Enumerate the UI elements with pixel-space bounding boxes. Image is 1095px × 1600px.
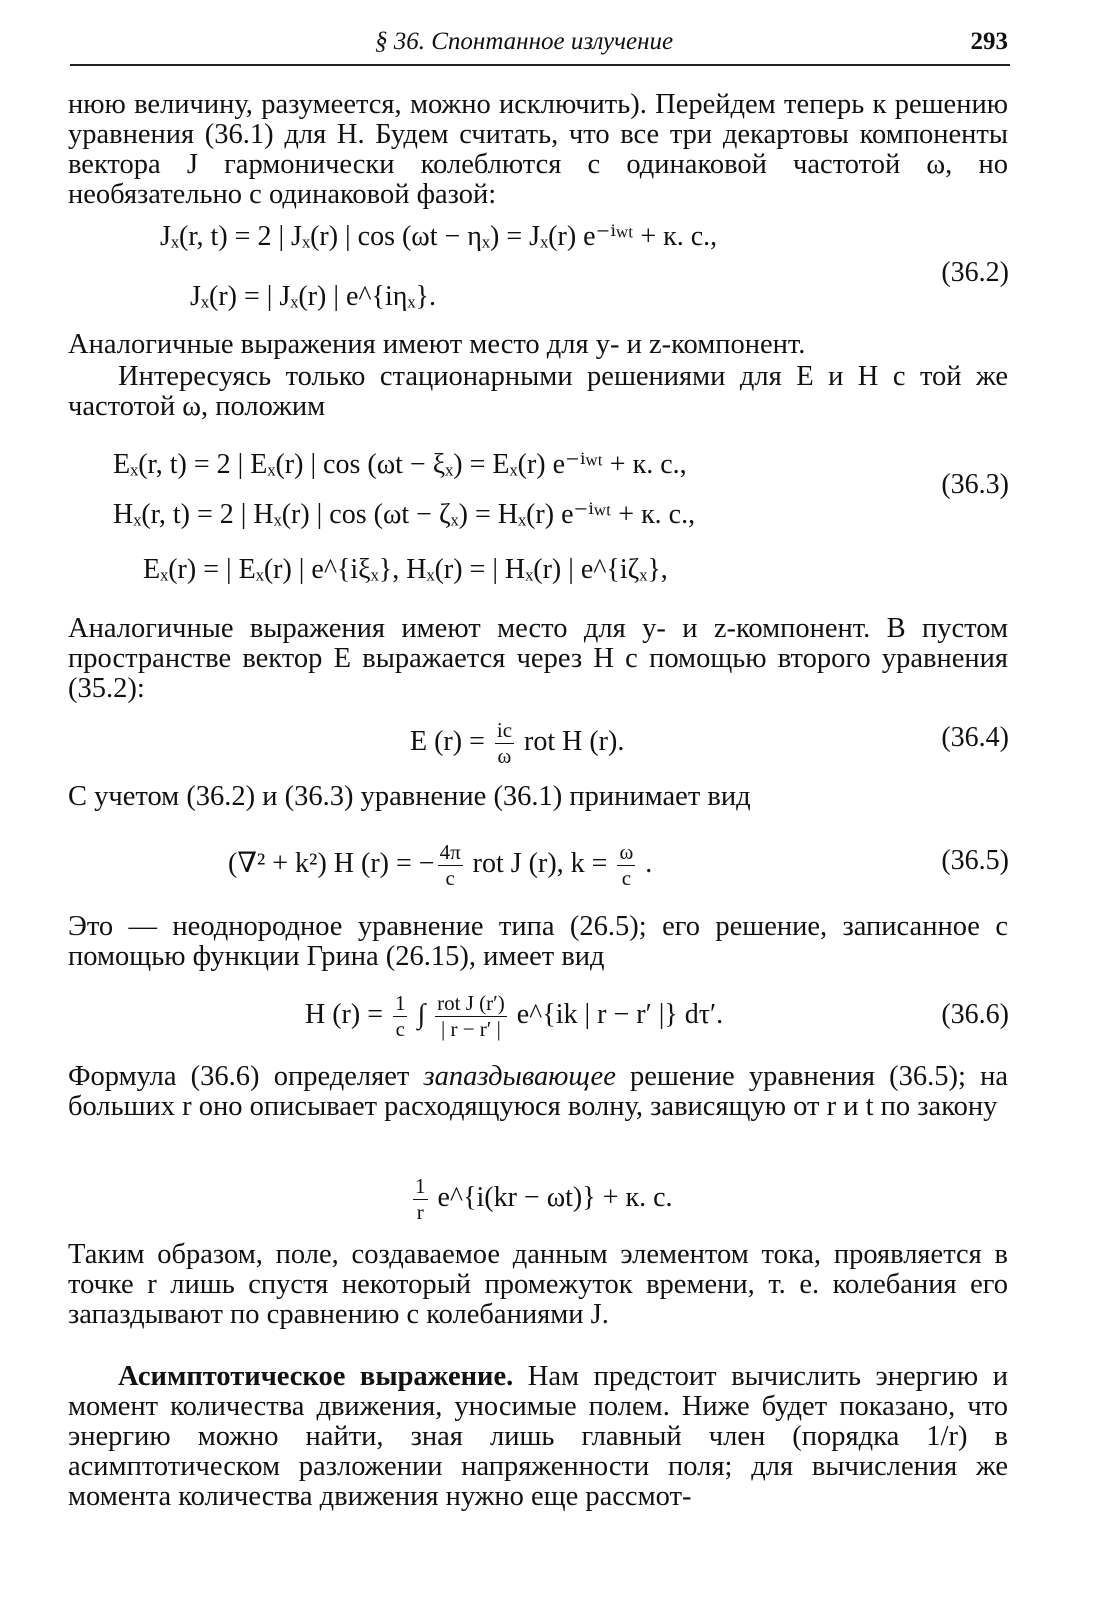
eq4-fraction [495,720,514,767]
eq6-denominator-1: c [395,1017,405,1041]
eq5-numerator-2: ω [619,840,634,864]
eq4-right: rot H (r). [517,725,625,757]
paragraph-3: Интересуясь только стационарными решениями для E и H с той же частотой ω, положим [68,361,1008,422]
eq4-denominator: ω [497,744,512,768]
equation-36-3-line-1: Eₓ(r, t) = 2 | Eₓ(r) | cos (ωt − ξₓ) = Eₓ(r) e⁻ⁱʷᵗ + к. с., [113,449,687,480]
eq5-denominator-1: c [445,866,455,890]
paragraph-7-start: Формула (36.6) определяет [68,1061,424,1092]
equation-retarded-wave [410,1176,673,1223]
paragraph-6: Это — неоднородное уравнение типа (26.5); его решение, записанное с помощью функции Грина (26.15), имеет вид [68,911,1008,972]
eq6-denominator-2: | r − r′ | [441,1017,501,1041]
eq5-left: (∇² + k²) H (r) = − [228,847,435,879]
eq4-numerator: ic [496,718,513,742]
eq7-numerator: 1 [415,1174,426,1198]
paragraph-7 [68,1062,1008,1122]
eq6-left: H (r) = [305,998,390,1030]
paragraph-9-text: Нам предстоит вычислить энергию и момент количества движения, уносимые полем. Ниже будет показано, что энергию можно найти, зная лишь главный член (порядка 1/r) в асимптотическом разложении напряженности поля; для вычисления же момента количества движения нужно еще рассмот- [68,1361,1008,1512]
eq6-numerator-1: 1 [394,991,406,1015]
equation-36-2-line-1: Jₓ(r, t) = 2 | Jₓ(r) | cos (ωt − ηₓ) = Jₓ(r) e⁻ⁱʷᵗ + к. с., [160,221,718,252]
equation-36-5 [228,842,652,889]
eq5-fraction-2 [617,842,635,889]
eq5-denominator-2: c [621,866,632,890]
equation-number-36-5: (36.5) [941,845,1009,876]
paragraph-9 [68,1362,1008,1512]
equation-36-6 [305,993,723,1040]
equation-36-3-line-3: Eₓ(r) = | Eₓ(r) | e^{iξₓ}, Hₓ(r) = | Hₓ(r) | e^{iζₓ}, [143,554,668,585]
header-rule [70,64,1010,66]
eq5-mid: rot J (r), k = [465,847,615,879]
emphasized-term: запаздывающее [423,1061,616,1092]
eq6-numerator-2: rot J (r′) [437,991,505,1015]
eq5-end: . [638,847,653,879]
running-title: § 36. Спонтанное излучение [375,28,674,55]
eq5-numerator-1: 4π [439,840,461,864]
eq5-fraction-1 [438,842,463,889]
paragraph-8: Таким образом, поле, создаваемое данным элементом тока, проявляется в точке r лишь спустя некоторый промежуток времени, т. е. колебания его запаздывают по сравнению с колебаниями J. [68,1239,1008,1330]
eq7-fraction [413,1176,428,1223]
page-number: 293 [970,28,1008,55]
equation-number-36-3: (36.3) [941,469,1009,500]
equation-number-36-4: (36.4) [941,722,1009,753]
paragraph-2: Аналогичные выражения имеют место для y- и z-компонент. [68,329,806,360]
paragraph-5: С учетом (36.2) и (36.3) уравнение (36.1) принимает вид [68,781,751,812]
equation-number-36-2: (36.2) [941,257,1009,288]
paragraph-4: Аналогичные выражения имеют место для y- и z-компонент. В пустом пространстве вектор E выражается через H с помощью второго уравнения (35.2): [68,613,1008,704]
eq7-denominator: r [416,1200,424,1224]
paragraph-1: нюю величину, разумеется, можно исключить). Перейдем теперь к решению уравнения (36.1) для H. Будем считать, что все три декартовы компоненты вектора J гармонически колеблются с одинаковой частотой ω, но необязательно с одинаковой фазой: [68,89,1008,210]
equation-36-3-line-2: Hₓ(r, t) = 2 | Hₓ(r) | cos (ωt − ζₓ) = Hₓ(r) e⁻ⁱʷᵗ + к. с., [113,499,696,530]
eq6-fraction-1 [393,993,408,1040]
page-header [70,28,1010,64]
eq6-integral-sign: ∫ [410,998,433,1030]
equation-36-2-line-2: Jₓ(r) = | Jₓ(r) | e^{iηₓ}. [190,281,436,312]
eq4-left: E (r) = [410,725,492,757]
eq6-fraction-2 [435,993,507,1040]
eq7-right: e^{i(kr − ωt)} + к. с. [430,1181,673,1213]
section-heading: Асимптотическое выражение. [118,1361,514,1392]
equation-number-36-6: (36.6) [941,999,1009,1030]
eq6-right: e^{ik | r − r′ |} dτ′. [509,998,724,1030]
equation-36-4 [410,720,624,767]
paragraph-7-end: решение уравнения (36.5); на больших r оно описывает расходящуюся волну, зависящую от r и t по закону [68,1061,1008,1122]
